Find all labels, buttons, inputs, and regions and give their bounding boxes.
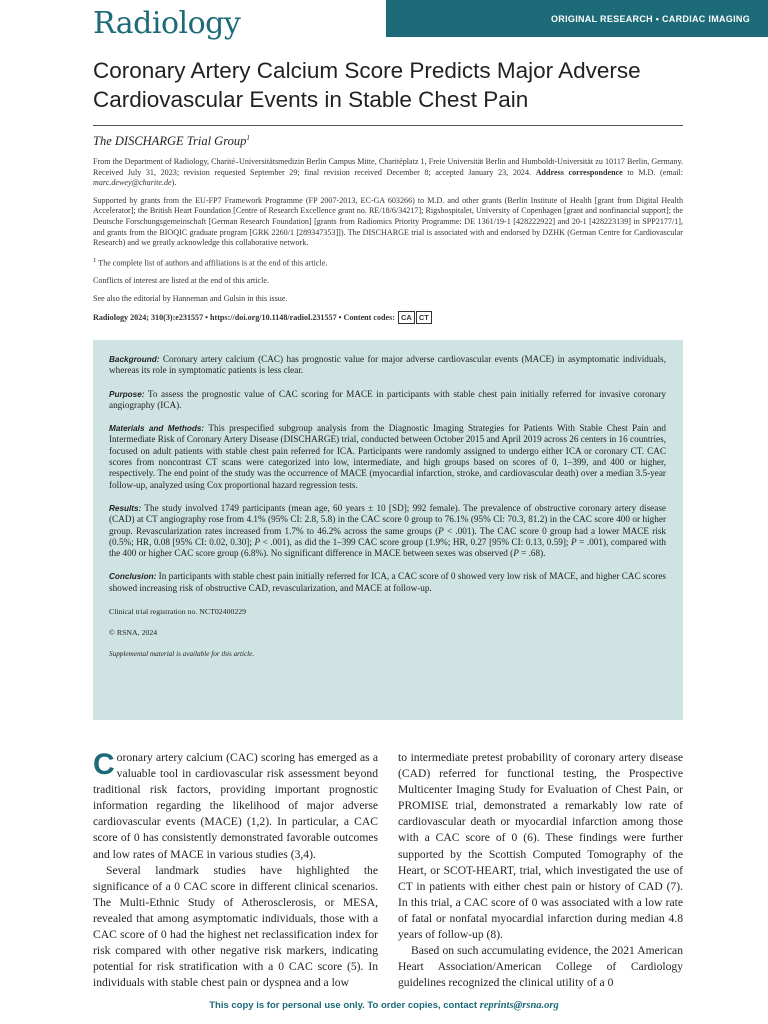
- citation-text: Radiology 2024; 310(3):e231557 • https://doi.org/10.1148/radiol.231557 • Content codes:: [93, 313, 398, 323]
- results-text: < .001). The CAC score 0 group had a lower MACE risk (0.5%; HR, 0.08 [95% CI: 0.02, 0.30];: [109, 525, 666, 547]
- trial-registration: Clinical trial registration no. NCT02400229: [109, 607, 247, 617]
- p-symbol: P: [254, 536, 261, 547]
- body-paragraph: [93, 750, 378, 863]
- body-paragraph: Several landmark studies have highlighted the significance of a 0 CAC score in different clinical scenarios. The Multi-Ethnic Study of Atherosclerosis, or MESA, revealed that among asymptomatic individuals, those with a CAC score of 0 had the highest net reclassification index for risk compared with other negative risk markers, indicating potential for risk stratification with a 0 CAC score (5). In individuals with stable chest pain or dyspnea and a low: [93, 863, 378, 990]
- p-symbol: P: [571, 536, 577, 547]
- supplemental-note: Supplemental material is available for this article.: [109, 649, 255, 658]
- content-code-ca: CA: [398, 311, 415, 324]
- correspondence-label: Address correspondence: [535, 167, 623, 177]
- p-symbol: P: [438, 525, 444, 536]
- background-text: Coronary artery calcium (CAC) has prognostic value for major adverse cardiovascular events (MACE) in asymptomatic individuals, whereas its role in symptomatic patients is less clear.: [109, 354, 666, 376]
- correspondence-text: to M.D. (email:: [622, 167, 683, 177]
- footnote-mark: 1: [93, 256, 97, 264]
- abstract-box: [93, 340, 683, 720]
- authors-footnote-mark: 1: [246, 134, 250, 142]
- title-divider: [93, 125, 683, 126]
- drop-cap: C: [93, 748, 115, 781]
- results-text: The study involved 1749 participants (mean age, 60 years ± 10 [SD]; 992 female). The prevalence of obstructive coronary artery disease (CAD) at CT angiography rose from 4.1% (95% CI: 2.8, 5.8) in the CAC score 0 group to 76.1% (95% CI: 70.3, 81.2) in the CAC score 400 or higher group. Revascularization rates increased from 1.7% to 46.2% across the same groups (: [109, 502, 666, 536]
- journal-logo: Radiology: [93, 6, 241, 41]
- abstract-purpose: [109, 389, 666, 412]
- funding: Supported by grants from the EU-FP7 Framework Programme (FP 2007-2013, EC-GA 603266) to M.D. and other grants (Berlin Institute of Health [grant from Digital Health Accelerator]; the British Heart Foundation [Centre of Research Excellence grant no. RE/18/6/34217]; Rigshospitalet, University of Copenhagen [grant and nonfinancial support]; the Deutsche Forschungsgemeinschaft [German Research Foundation] [grants from Radiomics Priority Programme: DE 1361/19-1 [428222922] and 20-1 [428223139] in SPP2177/1], and grants from the BIOQIC graduate program [GRK 2260/1 [289347353]]). The DISCHARGE trial is associated with and endorsed by DZHK (German Centre for Cardiovascular Research) and we greatly acknowledge this collaborative network.: [93, 195, 683, 248]
- footer-text: This copy is for personal use only. To order copies, contact: [209, 1000, 480, 1011]
- abstract-conclusion: [109, 571, 666, 594]
- authors: The DISCHARGE Trial Group: [93, 134, 247, 149]
- abstract-results: [109, 503, 666, 559]
- conflicts-note: Conflicts of interest are listed at the end of this article.: [93, 276, 269, 286]
- body-paragraph: Based on such accumulating evidence, the 2021 American Heart Association/American College of Cardiology guidelines recognized the clinical utility of a 0: [398, 944, 683, 990]
- results-label: Results:: [109, 503, 142, 513]
- footer-email-link[interactable]: reprints@rsna.org: [479, 1000, 559, 1011]
- correspondence-end: ).: [171, 178, 177, 188]
- methods-text: This prespecified subgroup analysis from the Diagnostic Imaging Strategies for Patients With Stable Chest Pain and Intermediate Risk of Coronary Artery Disease (DISCHARGE) trial, conducted between October 2015 and April 2019 across 26 centers in 16 countries, focused on adult patients with stable chest pain referred for ICA. Participants were randomly assigned to undergo either ICA or coronary CT. CAC scores from noncontrast CT scans were categorized into low, intermediate, and high groups based on scores of 0, 1–399, and 400 or higher, respectively. The end point of the study was the occurrence of MACE (myocardial infarction, stroke, and cardiovascular death) over a median 3.5-year follow-up, analyzed using Cox proportional hazard regression tests.: [109, 423, 666, 490]
- reprint-footer: [0, 1000, 768, 1011]
- results-text: = .001), compared with the 400 or higher CAC score group (6.8%). No significant difference in MACE between sexes was observed (: [109, 536, 667, 559]
- correspondence-email[interactable]: marc.dewey@charite.de: [93, 178, 172, 188]
- abstract-background: [109, 354, 666, 377]
- affiliation-text: From the Department of Radiology, Charité–Universitätsmedizin Berlin Campus Mitte, Charitéplatz 1, Freie Universität Berlin and Humboldt-Universität zu 10117 Berlin, Germany. Received July 31, 2023; revision requested September 29; final revision received December 8; accepted January 23, 2024.: [93, 157, 683, 177]
- abstract-methods: [109, 423, 666, 491]
- results-text: = .68).: [518, 548, 546, 559]
- editorial-note: See also the editorial by Hanneman and Gulsin in this issue.: [93, 293, 288, 303]
- author-footnote: [93, 256, 683, 269]
- body-column-left: [93, 750, 378, 991]
- citation-line: [93, 311, 683, 324]
- body-paragraph: to intermediate pretest probability of coronary artery disease (CAD) referred for functional testing, the Prospective Multicenter Imaging Study for Evaluation of Chest Pain, or PROMISE trial, demonstrated a remarkably low rate of cardiovascular death or myocardial infarction among those with a CAC score of 0 (6). These findings were further supported by the Scottish Computed Tomography of the Heart, or SCOT-HEART, trial, which investigated the use of CT in patients with either chest pain or history of CAD (7). In this trial, a CAC score of 0 was associated with a low rate of fatal or nonfatal myocardial infarction during median 4.8 years of follow-up (8).: [398, 751, 683, 942]
- author-line: [93, 134, 250, 149]
- paragraph-text: oronary artery calcium (CAC) scoring has emerged as a valuable tool in cardiovascular risk assessment beyond traditional risk factors, providing important prognostic information regarding the likelihood of major adverse cardiovascular events (MACE) (1,2). In particular, a CAC score of 0 has consistently demonstrated favorable outcomes and low rates of MACE in various studies (3,4).: [93, 751, 378, 861]
- affiliation: [93, 157, 683, 189]
- article-title: Coronary Artery Calcium Score Predicts Major Adverse Cardiovascular Events in Stable Chest Pain: [93, 58, 641, 112]
- purpose-label: Purpose:: [109, 389, 145, 399]
- results-text: < .001), as did the 1–399 CAC score group (1.9%; HR, 0.27 [95% CI: 0.13, 0.59];: [260, 536, 571, 547]
- purpose-text: To assess the prognostic value of CAC scoring for MACE in participants with stable chest pain initially referred for invasive coronary angiography (ICA).: [109, 388, 666, 410]
- section-banner: ORIGINAL RESEARCH • CARDIAC IMAGING: [386, 0, 768, 37]
- footnote-text: The complete list of authors and affiliations is at the end of this article.: [96, 258, 328, 268]
- background-label: Background:: [109, 355, 160, 364]
- front-matter: [93, 157, 683, 331]
- content-code-ct: CT: [416, 311, 432, 324]
- conclusion-label: Conclusion:: [109, 572, 157, 582]
- methods-label: Materials and Methods:: [109, 424, 205, 434]
- body-column-right: [398, 750, 683, 991]
- p-symbol: P: [513, 548, 519, 559]
- copyright: © RSNA, 2024: [109, 628, 158, 638]
- conclusion-text: In participants with stable chest pain initially referred for ICA, a CAC score of 0 showed very low risk of MACE, and higher CAC scores showed increasing risk of obstructive CAD, revascularization, and MACE at follow-up.: [109, 571, 666, 593]
